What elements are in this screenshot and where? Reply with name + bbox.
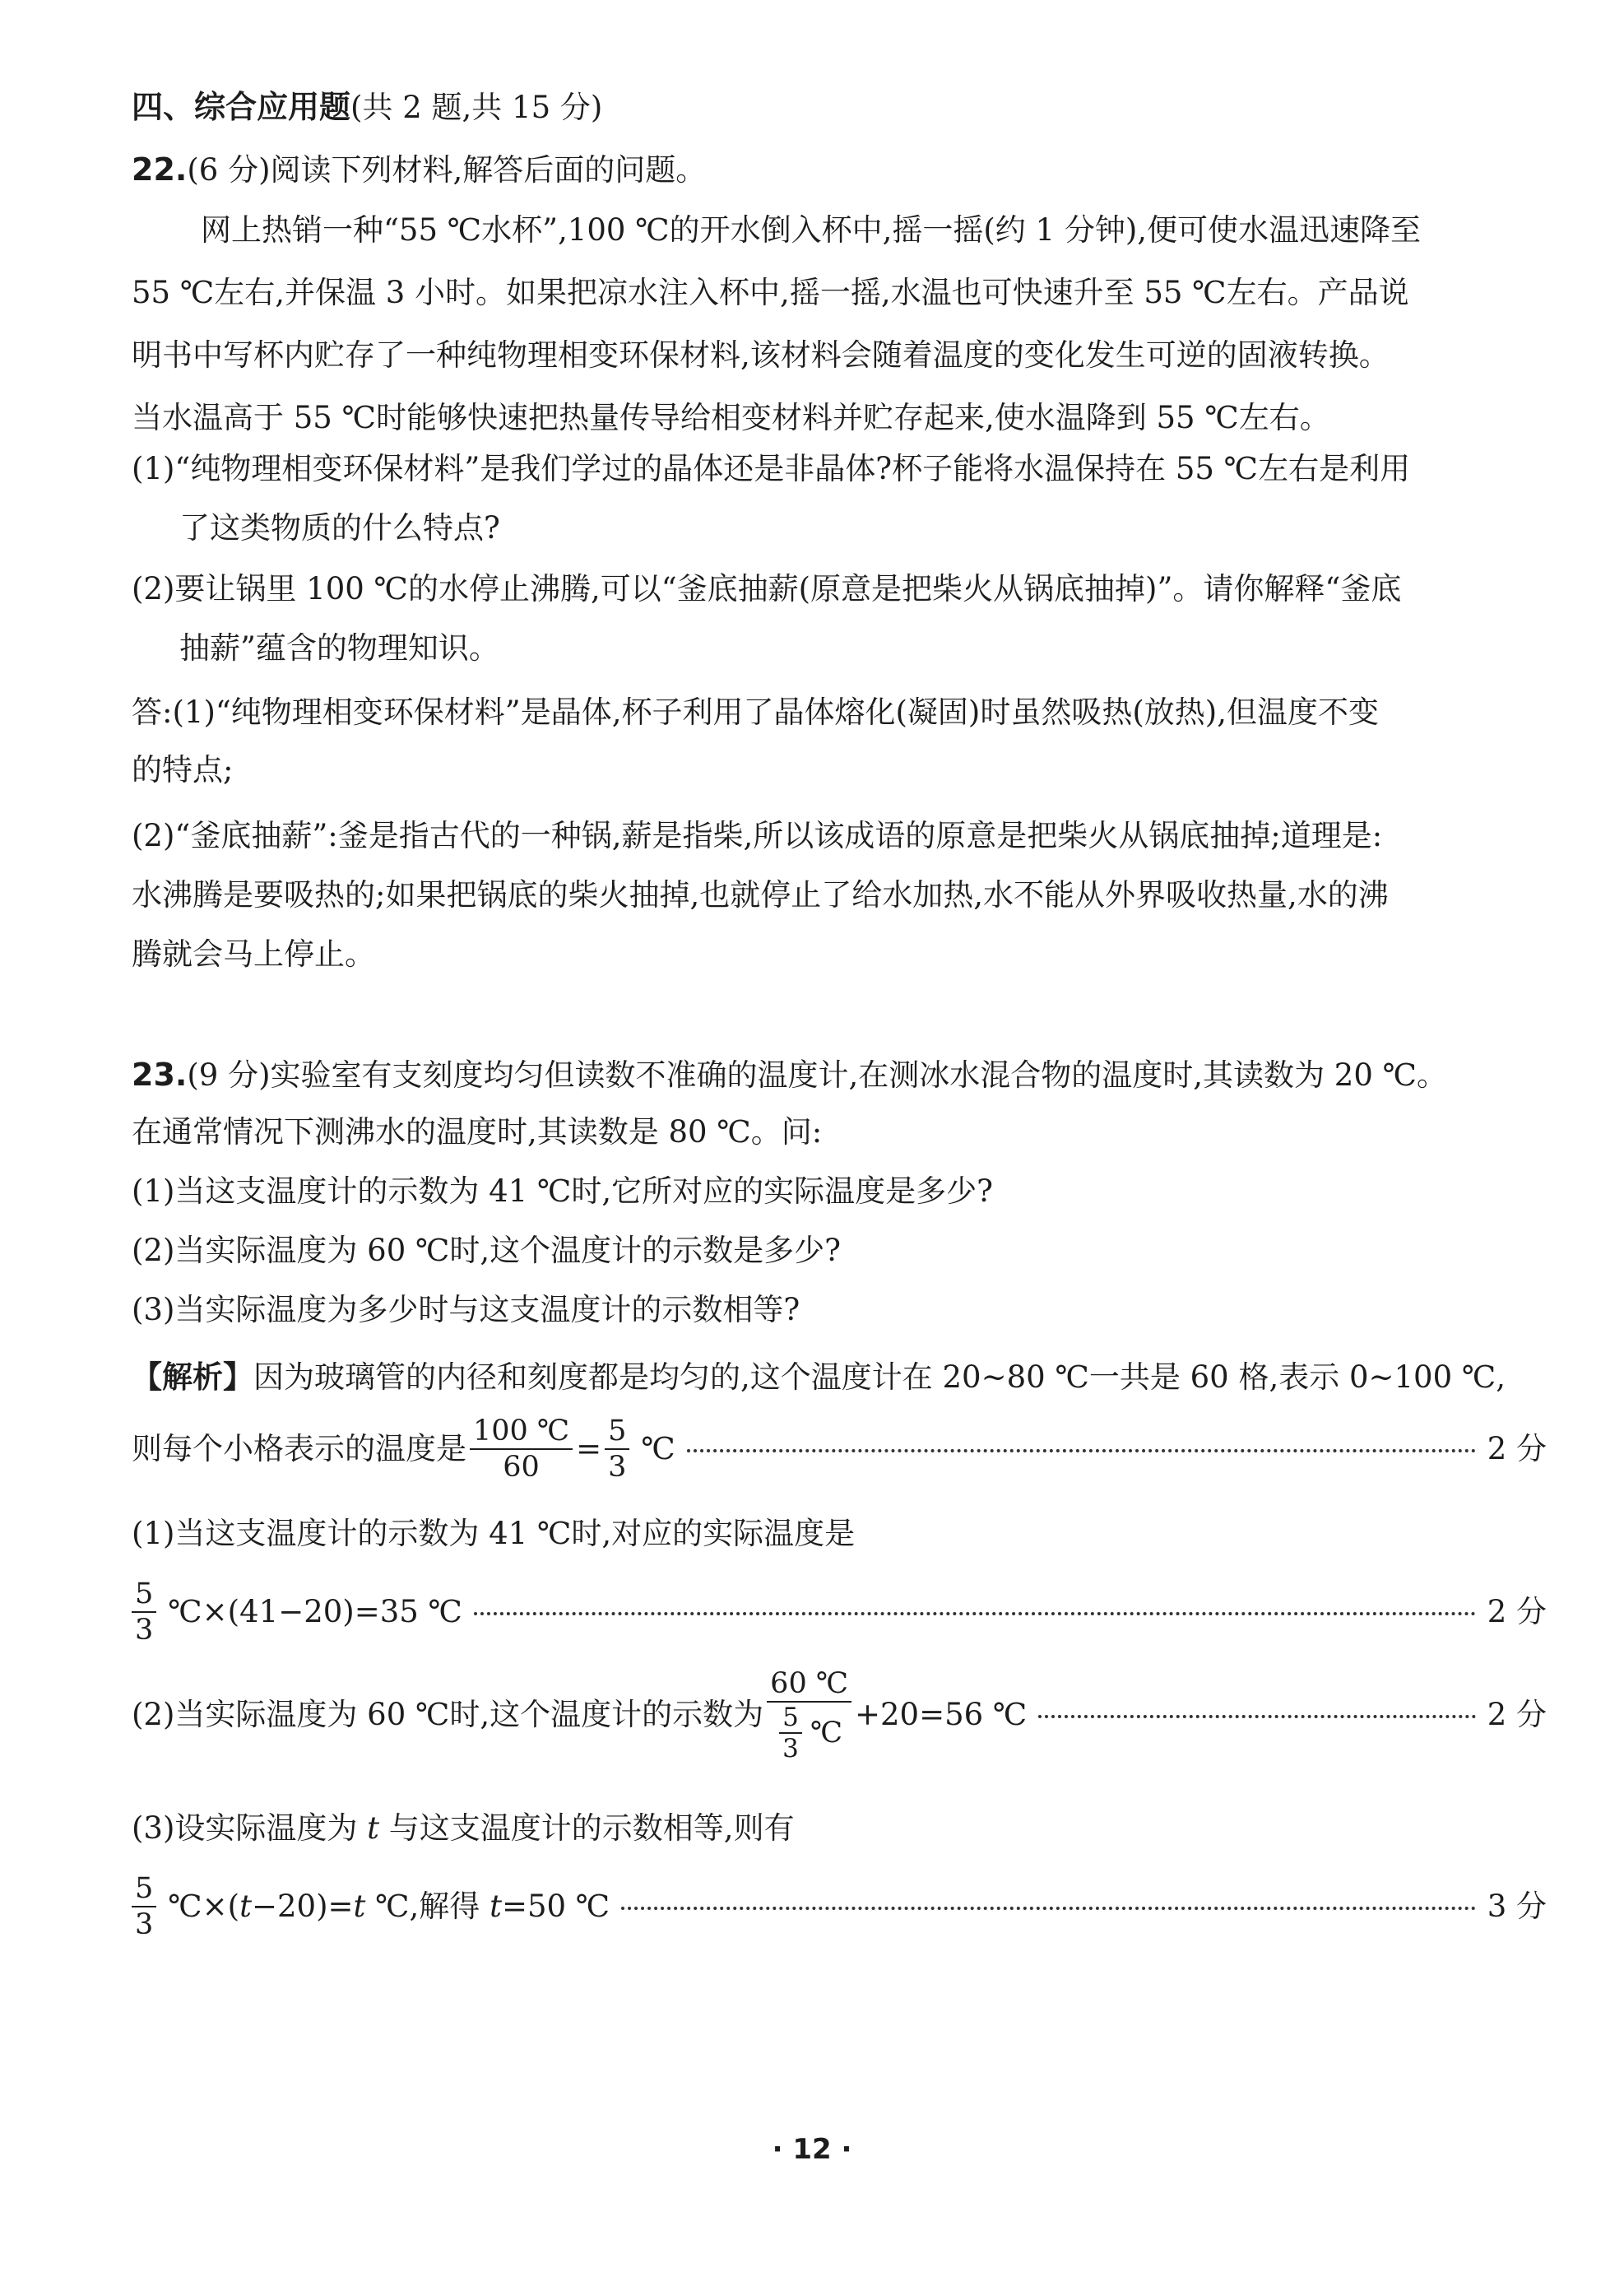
q22-material-line-1: 网上热销一种“55 ℃水杯”,100 ℃的开水倒入杯中,摇一摇(约 1 分钟),便可使水温迅速降至	[201, 212, 1422, 248]
q22-material-line-4: 当水温高于 55 ℃时能够快速把热量传导给相变材料并贮存起来,使水温降到 55 ℃左右。	[132, 400, 1330, 435]
expr-part: =50 ℃	[501, 1889, 610, 1924]
unit-celsius: ℃	[810, 1717, 843, 1749]
score-points: 2 分	[1487, 1594, 1547, 1629]
q23-number: 23.	[132, 1057, 188, 1093]
q23-stem-line-2: 在通常情况下测沸水的温度时,其读数是 80 ℃。问:	[132, 1114, 823, 1150]
q22-material-line-3: 明书中写杯内贮存了一种纯物理相变环保材料,该材料会随着温度的变化发生可逆的固液转换。	[132, 337, 1390, 373]
analysis-step2-calc	[132, 1667, 1547, 1763]
analysis-per-grid-line	[132, 1412, 1547, 1486]
fraction-numerator: 100 ℃	[470, 1414, 573, 1450]
score-points: 2 分	[1487, 1431, 1547, 1466]
equals-sign: =	[576, 1431, 602, 1466]
fraction-numerator: 5	[779, 1703, 802, 1734]
step3-text-b: 与这支温度计的示数相等,则有	[379, 1810, 795, 1846]
q22-answer-line-1: 答:(1)“纯物理相变环保材料”是晶体,杯子利用了晶体熔化(凝固)时虽然吸热(放热),但温度不变	[132, 695, 1379, 730]
fraction-5-over-3	[605, 1414, 629, 1485]
q22-answer-line-3: (2)“釜底抽薪”:釜是指古代的一种锅,薪是指柴,所以该成语的原意是把柴火从锅底抽掉;道理是:	[132, 818, 1383, 853]
q22-sub1-line-2: 了这类物质的什么特点?	[179, 510, 500, 546]
score-points: 2 分	[1487, 1697, 1547, 1732]
fraction-5-over-3	[132, 1871, 156, 1942]
step3-text-a: (3)设实际温度为	[132, 1810, 368, 1846]
fraction-denominator: 3	[135, 1908, 154, 1941]
fraction-denominator: 3	[135, 1614, 154, 1647]
q23-question-3: (3)当实际温度为多少时与这支温度计的示数相等?	[132, 1292, 800, 1327]
section-note: (共 2 题,共 15 分)	[350, 90, 603, 125]
step2-expression: +20=56 ℃	[855, 1697, 1028, 1732]
analysis-step3-calc	[132, 1870, 1547, 1944]
q22-sub1-line-1: (1)“纯物理相变环保材料”是我们学过的晶体还是非晶体?杯子能将水温保持在 55 ℃左右是利用	[132, 451, 1411, 486]
q23-stem-line-1	[132, 1050, 1547, 1100]
complex-fraction	[767, 1666, 851, 1763]
analysis-label: 【解析】	[132, 1359, 253, 1395]
fraction-denominator: 3	[608, 1451, 627, 1484]
section-title: 四、综合应用题	[132, 89, 351, 125]
step1-expression: ℃×(41−20)=35 ℃	[168, 1594, 462, 1629]
fraction-numerator: 5	[132, 1577, 156, 1613]
dotted-leader	[474, 1609, 1476, 1615]
q22-sub2-line-2: 抽薪”蕴含的物理知识。	[179, 630, 499, 666]
variable-t: t	[367, 1810, 380, 1846]
dotted-leader	[687, 1446, 1476, 1452]
q22-answer-line-4: 水沸腾是要吸热的;如果把锅底的柴火抽掉,也就停止了给水加热,水不能从外界吸收热量,水的沸	[132, 877, 1389, 913]
page-number: · 12 ·	[772, 2133, 852, 2166]
q22-sub2-line-1: (2)要让锅里 100 ℃的水停止沸腾,可以“釜底抽薪(原意是把柴火从锅底抽掉)”。请你解释“釜底	[132, 571, 1402, 606]
section-heading	[132, 82, 1547, 132]
analysis-step3-text	[132, 1804, 1547, 1853]
fraction-5-over-3	[132, 1577, 156, 1647]
variable-t: t	[239, 1889, 252, 1924]
q23-question-1: (1)当这支温度计的示数为 41 ℃时,它所对应的实际温度是多少?	[132, 1173, 994, 1209]
q22-stem	[132, 145, 1547, 195]
inner-fraction-5-over-3	[779, 1703, 802, 1763]
fraction-denominator: 60	[503, 1451, 540, 1484]
q22-stem-text: (6 分)阅读下列材料,解答后面的问题。	[187, 152, 707, 188]
analysis-intro-text: 因为玻璃管的内径和刻度都是均匀的,这个温度计在 20~80 ℃一共是 60 格,表示 0~100 ℃,	[253, 1359, 1506, 1395]
variable-t: t	[490, 1889, 502, 1924]
analysis-step1-text: (1)当这支温度计的示数为 41 ℃时,对应的实际温度是	[132, 1516, 856, 1551]
step3-expression	[168, 1882, 610, 1931]
variable-t: t	[353, 1889, 366, 1924]
q22-answer-line-2: 的特点;	[132, 752, 234, 788]
unit-celsius: ℃	[641, 1431, 675, 1466]
analysis-step1-calc	[132, 1575, 1547, 1649]
analysis-intro	[132, 1353, 1547, 1402]
fraction-numerator: 5	[605, 1414, 629, 1450]
dotted-leader	[1038, 1712, 1475, 1718]
fraction-numerator: 60 ℃	[767, 1666, 851, 1703]
score-points: 3 分	[1487, 1889, 1547, 1924]
q23-stem-text-1: (9 分)实验室有支刻度均匀但读数不准确的温度计,在测冰水混合物的温度时,其读数为 20 ℃。	[187, 1057, 1448, 1093]
q23-question-2: (2)当实际温度为 60 ℃时,这个温度计的示数是多少?	[132, 1233, 842, 1268]
fraction-numerator: 5	[132, 1871, 156, 1907]
dotted-leader	[621, 1903, 1476, 1910]
fraction-100-over-60	[470, 1414, 573, 1485]
expr-part: ℃,解得	[365, 1889, 490, 1924]
fraction-denominator	[773, 1703, 846, 1763]
expr-part: −20)=	[251, 1889, 354, 1924]
step2-text: (2)当实际温度为 60 ℃时,这个温度计的示数为	[132, 1697, 764, 1732]
q22-material-line-2: 55 ℃左右,并保温 3 小时。如果把凉水注入杯中,摇一摇,水温也可快速升至 55 ℃左右。产品说	[132, 275, 1409, 310]
q22-number: 22.	[132, 151, 188, 188]
expr-part: ℃×(	[168, 1889, 240, 1924]
per-grid-text: 则每个小格表示的温度是	[132, 1431, 466, 1466]
q22-answer-line-5: 腾就会马上停止。	[132, 936, 375, 972]
fraction-denominator: 3	[782, 1734, 799, 1763]
